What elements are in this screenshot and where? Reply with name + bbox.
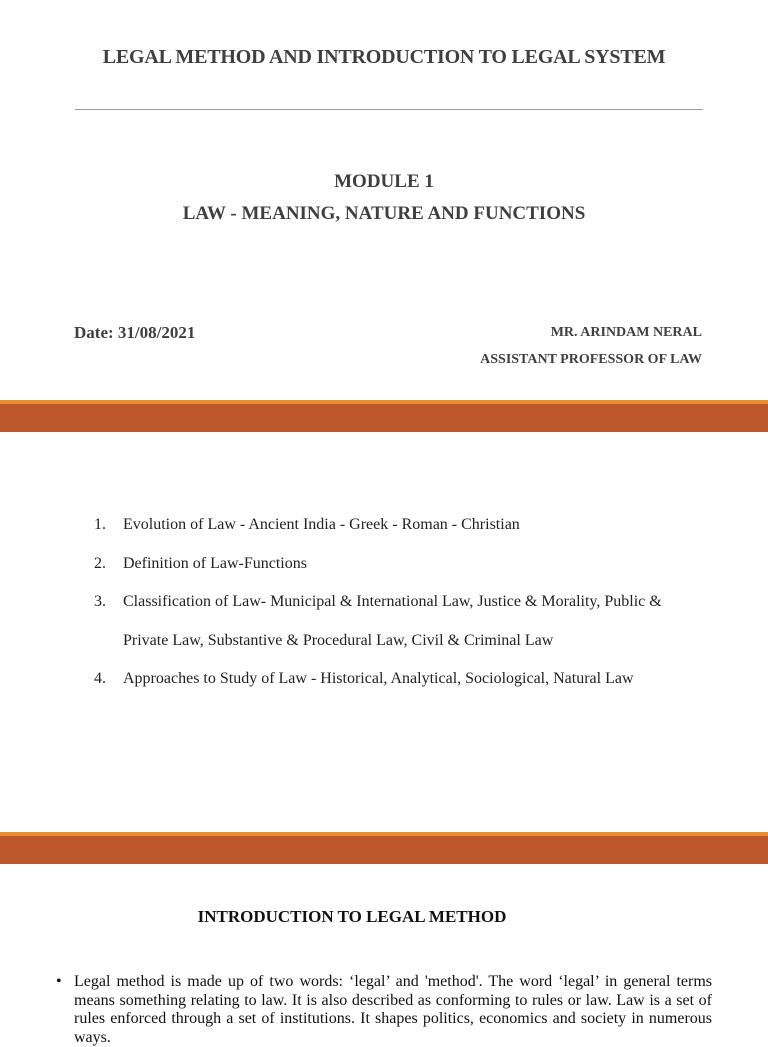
list-item-text: Classification of Law- Municipal & International Law, Justice & Morality, Public & Private Law, Substantive & Procedural Law, Civil & Criminal Law (123, 593, 662, 649)
list-item-text: Approaches to Study of Law - Historical, Analytical, Sociological, Natural Law (123, 670, 634, 687)
list-number: 4. (94, 670, 106, 687)
topics-list (90, 506, 680, 699)
list-item (90, 660, 680, 699)
module-number: MODULE 1 (334, 171, 434, 192)
list-item-text: Evolution of Law - Ancient India - Greek - Roman - Christian (123, 516, 520, 533)
author-designation: ASSISTANT PROFESSOR OF LAW (480, 352, 702, 367)
topics-slide (0, 432, 768, 832)
date-label: Date: 31/08/2021 (74, 323, 196, 342)
title-rule (75, 109, 703, 110)
section-heading: INTRODUCTION TO LEGAL METHOD (197, 907, 507, 926)
list-item (90, 506, 680, 545)
list-number: 3. (94, 593, 106, 610)
bullet-point (56, 973, 712, 1047)
list-number: 1. (94, 516, 106, 533)
title-slide (0, 0, 768, 400)
document-title: LEGAL METHOD AND INTRODUCTION TO LEGAL SYSTEM (102, 46, 666, 68)
introduction-slide (0, 865, 768, 1046)
slide-divider (0, 832, 768, 864)
list-number: 2. (94, 554, 106, 572)
bullet-icon: • (56, 973, 62, 990)
module-subtitle: LAW - MEANING, NATURE AND FUNCTIONS (182, 203, 586, 224)
list-item (90, 583, 680, 660)
bullet-text: Legal method is made up of two words: ‘legal’ and 'method'. The word ‘legal’ in general terms means something relating to law. It is also described as conforming to rules or law. Law is a set of rules enforced through a set of institutions. It shapes politics, economics and society in numerous ways. (74, 973, 712, 1046)
list-item (90, 545, 680, 584)
list-item-text: Definition of Law-Functions (123, 554, 307, 572)
author-name: MR. ARINDAM NERAL (550, 325, 702, 340)
slide-divider (0, 400, 768, 432)
